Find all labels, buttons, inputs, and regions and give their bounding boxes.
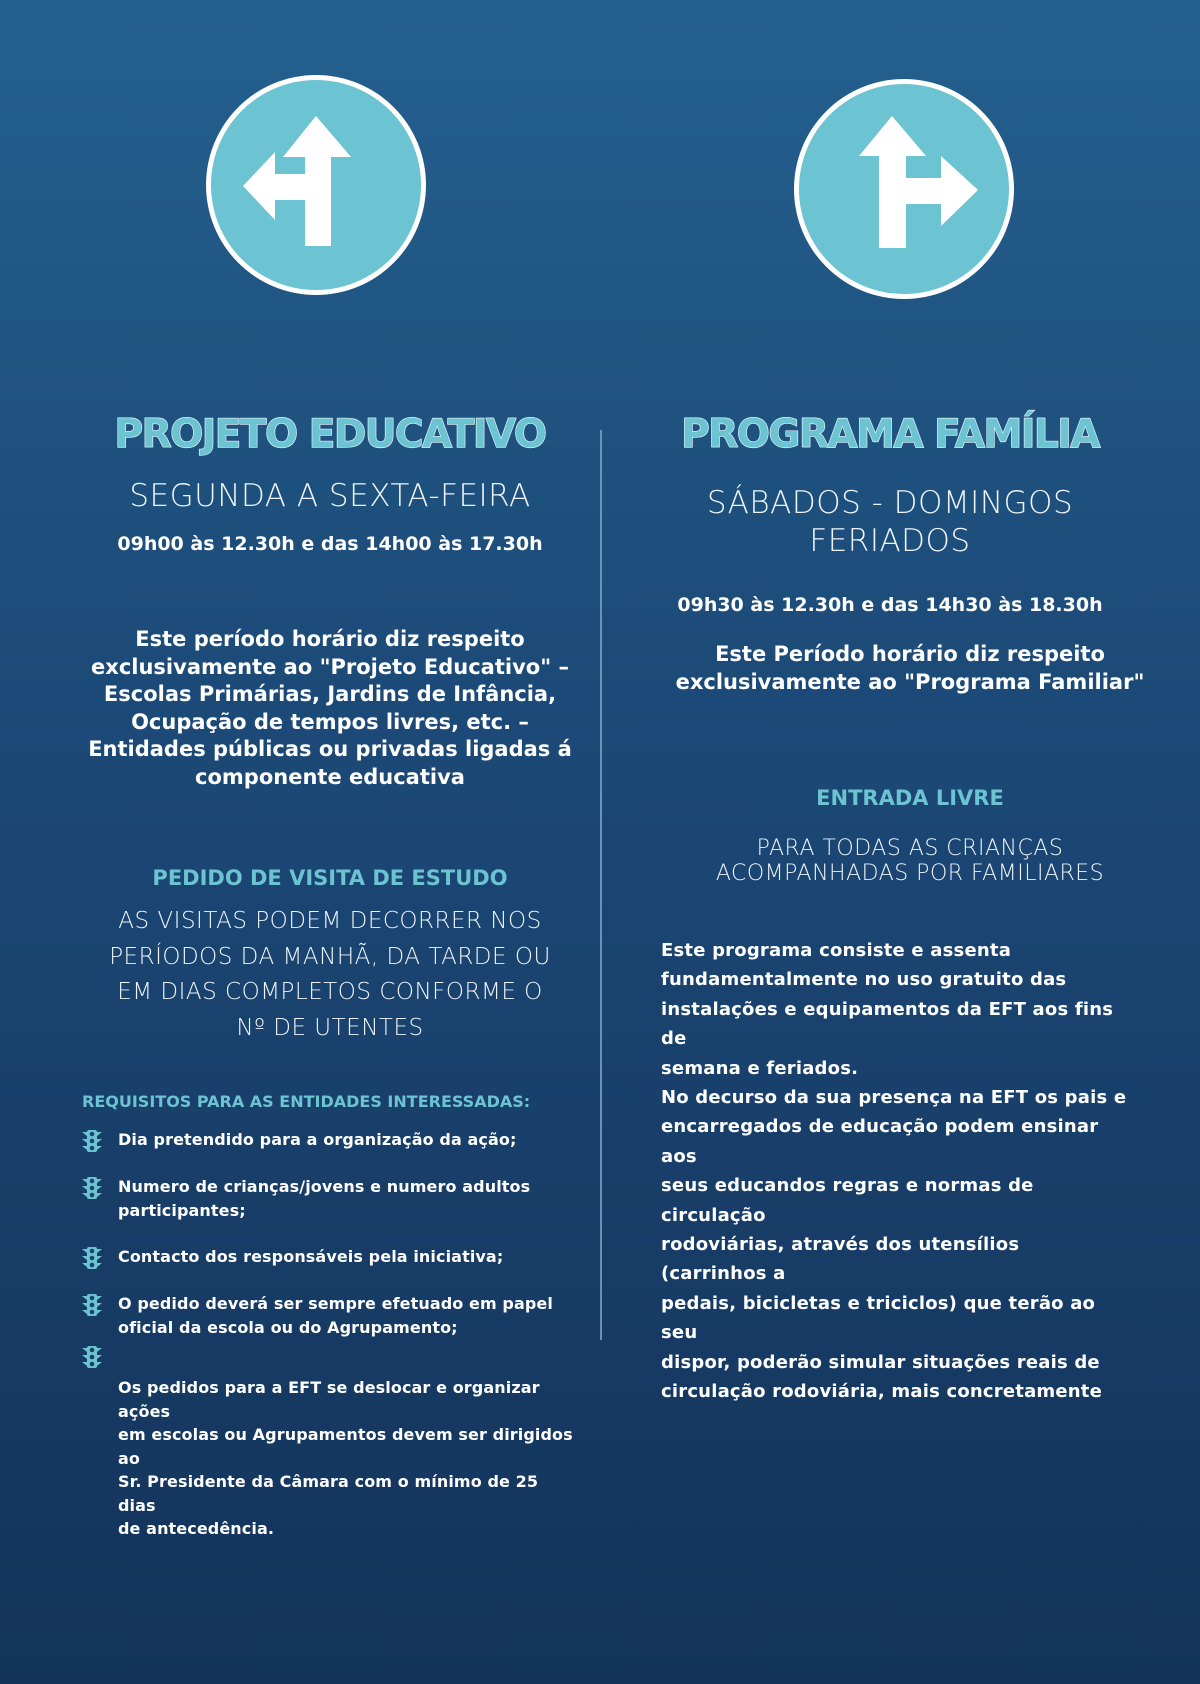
traffic-light-icon (82, 1346, 102, 1368)
text-line: semana e feriados. (661, 1057, 859, 1079)
visit-description (60, 904, 600, 1046)
text-line: encarregados de educação podem ensinar aos (661, 1116, 1099, 1167)
text-line: No decurso da sua presença na EFT os pais e (661, 1087, 1127, 1108)
text-line: exclusivamente ao "Projeto Educativo" – (91, 654, 569, 679)
visit-heading: PEDIDO DE VISITA DE ESTUDO (152, 866, 508, 890)
text-line: Este Período horário diz respeito (715, 642, 1105, 666)
programa-familia-title: PROGRAMA FAMÍLIA (681, 412, 1099, 457)
text-line: fundamentalmente no uso gratuito das (661, 969, 1067, 991)
programa-days (620, 484, 1160, 560)
text-line: O pedido deverá ser sempre efetuado em papel (118, 1294, 553, 1313)
program-paragraph-1 (661, 936, 1131, 1083)
traffic-light-icon (82, 1247, 102, 1269)
text-line: ACOMPANHADAS POR FAMILIARES (715, 861, 1105, 886)
text-line: PARA TODAS AS CRIANÇAS (756, 836, 1064, 861)
requirements-heading: REQUISITOS PARA AS ENTIDADES INTERESSADAS: (82, 1092, 531, 1111)
text-line: componente educativa (195, 764, 465, 789)
requirement-text (118, 1128, 578, 1152)
text-line: PERÍODOS DA MANHÃ, DA TARDE OU (109, 943, 551, 970)
text-line: rodoviárias, através dos utensílios (carrinhos a (661, 1234, 1020, 1285)
text-line: Este período horário diz respeito (135, 627, 525, 651)
text-line: pedais, bicicletas e triciclos) que terão ao seu (661, 1292, 1096, 1344)
traffic-light-icon (82, 1177, 102, 1199)
entry-description (640, 836, 1180, 886)
text-line: AS VISITAS PODEM DECORRER NOS (118, 908, 542, 934)
turn-right-or-straight-sign-icon (791, 76, 1017, 302)
text-line: Este programa consiste e assenta (661, 940, 1012, 961)
text-line: Numero de crianças/jovens e numero adultos (118, 1177, 531, 1196)
text-line: seus educandos regras e normas de circulação (661, 1175, 1034, 1226)
text-line: Nº DE UTENTES (236, 1014, 424, 1041)
text-line: instalações e equipamentos da EFT aos fins de (661, 998, 1114, 1050)
text-line: Escolas Primárias, Jardins de Infância, (103, 682, 557, 706)
projeto-description (60, 626, 600, 791)
projeto-hours: 09h00 às 12.30h e das 14h00 às 17.30h (117, 533, 543, 555)
text-line: Contacto dos responsáveis pela iniciativa; (118, 1247, 504, 1266)
turn-left-or-straight-sign-icon (203, 72, 429, 298)
text-line: circulação rodoviária, mais concretamente (661, 1381, 1103, 1403)
requirement-text (118, 1292, 578, 1339)
text-line: Dia pretendido para a organização da ação; (118, 1130, 517, 1149)
requirement-text (118, 1175, 578, 1222)
programa-hours: 09h30 às 12.30h e das 14h30 às 18.30h (677, 594, 1103, 616)
text-line: exclusivamente ao "Programa Familiar" (675, 669, 1145, 694)
traffic-light-icon (82, 1294, 102, 1316)
column-divider (600, 430, 602, 1340)
traffic-light-icon (82, 1130, 102, 1152)
text-line: Ocupação de tempos livres, etc. – (131, 709, 529, 734)
projeto-educativo-title: PROJETO EDUCATIVO (114, 412, 546, 457)
text-line: Entidades públicas ou privadas ligadas á (88, 737, 572, 761)
text-line: Sr. Presidente da Câmara com o mínimo de 25 dias (118, 1472, 539, 1515)
requirement-text (118, 1376, 578, 1541)
text-line: FERIADOS (809, 523, 971, 559)
text-line: participantes; (118, 1200, 246, 1220)
text-line: SÁBADOS - DOMINGOS (706, 485, 1074, 521)
requirement-text (118, 1245, 578, 1269)
entry-heading: ENTRADA LIVRE (816, 786, 1004, 810)
text-line: Os pedidos para a EFT se deslocar e organizar ações (118, 1378, 540, 1421)
programa-description (640, 641, 1180, 696)
text-line: em escolas ou Agrupamentos devem ser dirigidos ao (118, 1425, 573, 1468)
projeto-days: SEGUNDA A SEXTA-FEIRA (129, 478, 531, 514)
text-line: dispor, poderão simular situações reais de (661, 1351, 1100, 1373)
text-line: de antecedência. (118, 1519, 275, 1538)
program-paragraph-2 (661, 1083, 1131, 1406)
text-line: EM DIAS COMPLETOS CONFORME O (117, 979, 543, 1005)
text-line: oficial da escola ou do Agrupamento; (118, 1317, 458, 1337)
